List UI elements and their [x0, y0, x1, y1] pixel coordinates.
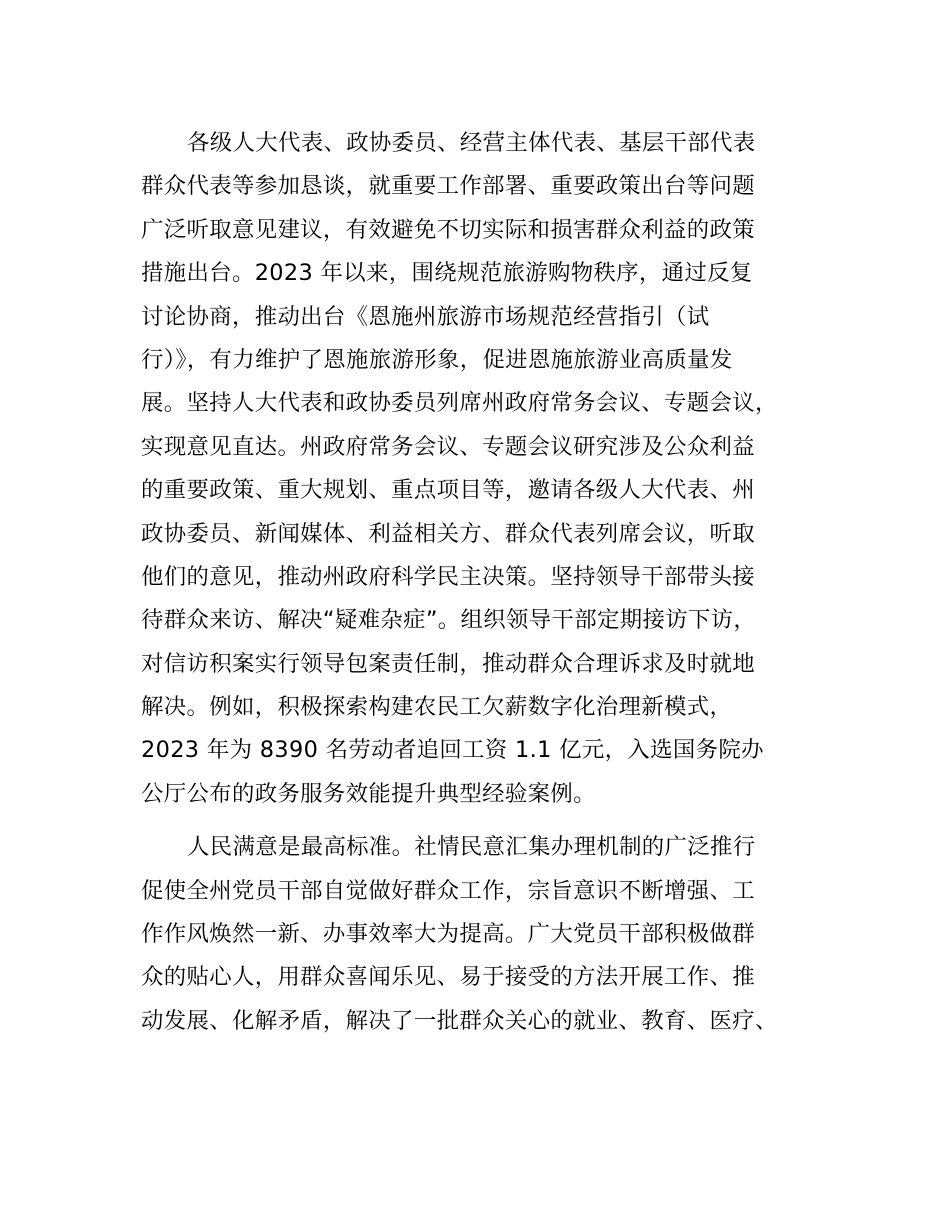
text-line: 2023 年为 8390 名劳动者追回工资 1.1 亿元，入选国务院办: [141, 737, 764, 764]
text-line: 政协委员、新闻媒体、利益相关方、群众代表列席会议，听取: [141, 520, 755, 547]
text-line: 他们的意见，推动州政府科学民主决策。坚持领导干部带头接: [141, 563, 755, 590]
document-body: [141, 122, 841, 1043]
text-line: 解决。例如，积极探索构建农民工欠薪数字化治理新模式，: [141, 694, 733, 721]
text-line: 众的贴心人，用群众喜闻乐见、易于接受的方法开展工作、推: [141, 964, 755, 991]
text-line: 措施出台。2023 年以来，围绕规范旅游购物秩序，通过反复: [141, 260, 753, 287]
text-line: 展。坚持人大代表和政协委员列席州政府常务会议、专题会议，: [141, 390, 778, 417]
text-line: 的重要政策、重大规划、重点项目等，邀请各级人大代表、州: [141, 477, 755, 504]
text-line: 广泛听取意见建议，有效避免不切实际和损害群众利益的政策: [141, 216, 755, 243]
text-line: 人民满意是最高标准。社情民意汇集办理机制的广泛推行: [187, 834, 756, 861]
text-line: 行）》，有力维护了恩施旅游形象，促进恩施旅游业高质量发: [141, 346, 733, 373]
paragraph-spacing: [141, 816, 841, 826]
text-line: 公厅公布的政务服务效能提升典型经验案例。: [141, 780, 596, 807]
text-line: 作作风焕然一新、办事效率大为提高。广大党员干部积极做群: [141, 921, 755, 948]
text-line: 对信访积案实行领导包案责任制，推动群众合理诉求及时就地: [141, 650, 755, 677]
text-line: 促使全州党员干部自觉做好群众工作，宗旨意识不断增强、工: [141, 877, 755, 904]
text-line: 讨论协商，推动出台《恩施州旅游市场规范经营指引（试: [141, 303, 710, 330]
paragraph-2: [141, 826, 841, 1043]
text-line: 实现意见直达。州政府常务会议、专题会议研究涉及公众利益: [141, 433, 755, 460]
text-line: 群众代表等参加恳谈，就重要工作部署、重要政策出台等问题: [141, 173, 755, 200]
paragraph-1: [141, 122, 841, 816]
text-line: 待群众来访、解决“疑难杂症”。组织领导干部定期接访下访，: [141, 607, 757, 634]
text-line: 动发展、化解矛盾，解决了一批群众关心的就业、教育、医疗、: [141, 1007, 778, 1034]
text-line: 各级人大代表、政协委员、经营主体代表、基层干部代表: [187, 130, 756, 156]
